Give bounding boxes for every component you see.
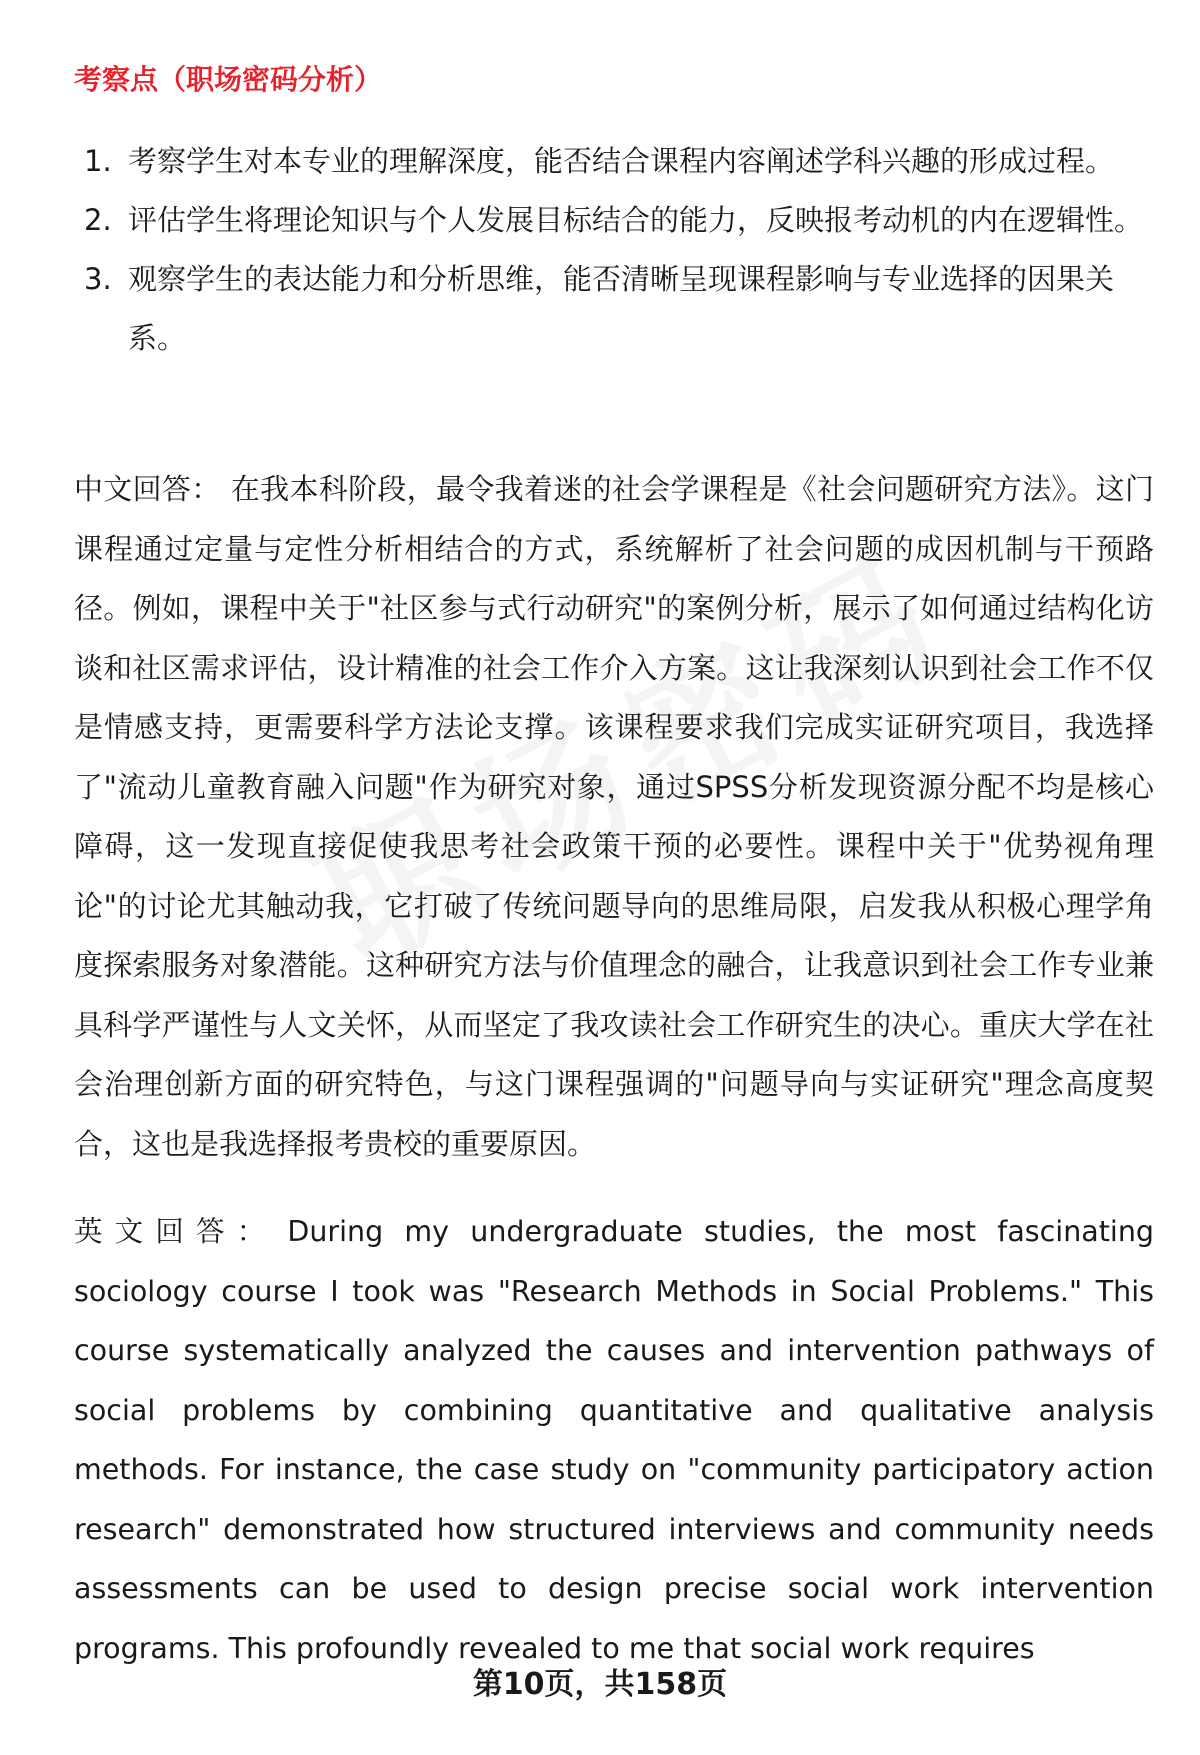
list-item-text: 考察学生对本专业的理解深度，能否结合课程内容阐述学科兴趣的形成过程。	[128, 144, 1115, 178]
chinese-answer-label: 中文回答：	[74, 472, 221, 506]
list-item-number: 1.	[84, 144, 112, 178]
list-item-number: 3.	[84, 262, 112, 296]
english-answer	[74, 1202, 1154, 1678]
english-answer-text: During my undergraduate studies, the most fascinating sociology course I took was "Research Methods in Social Problems." This course systematically analyzed the causes and intervention pathways of social problems by combining quantitative and qualitative analysis methods. For instance, the case study on "community participatory action research" demonstrated how structured interviews and community needs assessments can be used to design precise social work intervention programs. This profoundly revealed to me that social work requires	[74, 1215, 1154, 1665]
list-item-text: 评估学生将理论知识与个人发展目标结合的能力，反映报考动机的内在逻辑性。	[128, 203, 1144, 237]
list-item-number: 2.	[84, 203, 112, 237]
assessment-points-list	[74, 132, 1144, 368]
list-item	[74, 132, 1144, 191]
page-number: 第10页，共158页	[472, 1667, 728, 1702]
section-heading: 考察点（职场密码分析）	[74, 63, 383, 96]
english-answer-label: 英文回答：	[74, 1215, 278, 1248]
list-item-text: 观察学生的表达能力和分析思维，能否清晰呈现课程影响与专业选择的因果关系。	[128, 262, 1115, 355]
chinese-answer	[74, 460, 1154, 1174]
list-item	[74, 191, 1144, 250]
list-item	[74, 250, 1144, 368]
chinese-answer-text: 在我本科阶段，最令我着迷的社会学课程是《社会问题研究方法》。这门课程通过定量与定性分析相结合的方式，系统解析了社会问题的成因机制与干预路径。例如，课程中关于"社区参与式行动研究"的案例分析，展示了如何通过结构化访谈和社区需求评估，设计精准的社会工作介入方案。这让我深刻认识到社会工作不仅是情感支持，更需要科学方法论支撑。该课程要求我们完成实证研究项目，我选择了"流动儿童教育融入问题"作为研究对象，通过SPSS分析发现资源分配不均是核心障碍，这一发现直接促使我思考社会政策干预的必要性。课程中关于"优势视角理论"的讨论尤其触动我，它打破了传统问题导向的思维局限，启发我从积极心理学角度探索服务对象潜能。这种研究方法与价值理念的融合，让我意识到社会工作专业兼具科学严谨性与人文关怀，从而坚定了我攻读社会工作研究生的决心。重庆大学在社会治理创新方面的研究特色，与这门课程强调的"问题导向与实证研究"理念高度契合，这也是我选择报考贵校的重要原因。	[74, 472, 1154, 1161]
